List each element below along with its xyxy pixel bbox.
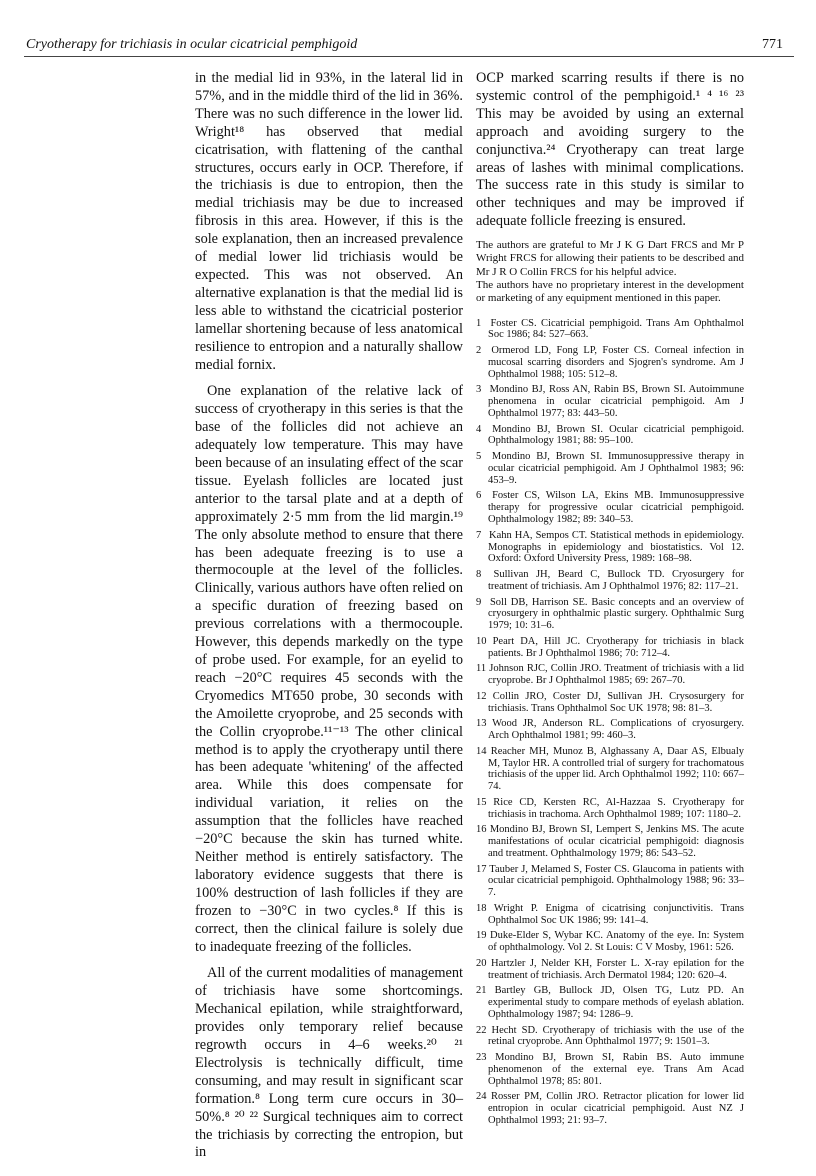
reference-number: 10: [476, 635, 487, 647]
body-paragraph: OCP marked scarring results if there is no systemic control of the pemphigoid.¹ ⁴ ¹⁶ ²³ This may be avoided by using an external approach and avoiding surgery to the conjunctiva.²⁴ Cryotherapy can treat large areas of lashes with minimal complications. The success rate in this study is similar to other techniques and may be improved if adequate follicle freezing is ensured.: [476, 70, 744, 230]
reference-text: Soll DB, Harrison SE. Basic concepts and an overview of cryosurgery in ophthalmic plastic surgery. Ophthalmic Surg 1979; 10: 31–6.: [488, 596, 745, 632]
reference-number: 5: [476, 451, 482, 463]
reference-number: 8: [476, 569, 482, 581]
body-paragraph: in the medial lid in 93%, in the lateral lid in 57%, and in the middle third of the lid in 36%. There was no such difference in the lower lid. Wright¹⁸ has observed that medial cicatrisation, with flattening of the canthal structures, occurs early in OCP. Therefore, if the trichiasis is due to entropion, then the medial trichiasis may be due to increased fibrosis in this area. However, if this is the sole explanation, then an increased prevalence of medial lower lid trichiasis would be expected. This was not observed. An alternative explanation is that the medial lid is less able to withstand the cicatricial posterior lamellar shortening because of less anatomical resilience to entropion and a naturally shallow medial fornix.: [195, 70, 463, 373]
acknowledgements: The authors are grateful to Mr J K G Dart FRCS and Mr P Wright FRCS for allowing their patients to be described and Mr J R O Collin FRCS for his helpful advice.: [476, 239, 744, 278]
reference-item: [476, 903, 744, 927]
reference-list: [476, 318, 744, 1127]
reference-item: [476, 424, 744, 448]
reference-text: Rosser PM, Collin JRO. Retractor plication for lower lid entropion in ocular cicatricial pemphigoid. Aust NZ J Ophthalmol 1993; 21: 93–7.: [488, 1091, 745, 1126]
reference-item: [476, 490, 744, 525]
reference-number: 21: [476, 985, 487, 997]
reference-text: Collin JRO, Coster DJ, Sullivan JH. Crysosurgery for trichiasis. Trans Ophthalmol Soc UK 1978; 98: 81–3.: [488, 690, 745, 714]
reference-number: 20: [476, 957, 487, 969]
reference-text: Duke-Elder S, Wybar KC. Anatomy of the eye. In: System of ophthalmology. Vol 2. St Louis: C V Mosby, 1961: 526.: [488, 930, 744, 954]
running-title: Cryotherapy for trichiasis in ocular cicatricial pemphigoid: [26, 37, 358, 52]
reference-number: 16: [476, 824, 487, 836]
reference-number: 15: [476, 796, 487, 808]
reference-number: 23: [476, 1052, 487, 1064]
reference-number: 22: [476, 1024, 487, 1036]
reference-item: [476, 864, 744, 899]
reference-number: 17: [476, 863, 487, 875]
reference-number: 19: [476, 930, 487, 942]
reference-number: 9: [476, 596, 482, 608]
reference-item: [476, 530, 744, 565]
reference-text: Rice CD, Kersten RC, Al-Hazzaa S. Cryotherapy for trichiasis in trachoma. Arch Ophthalmol 1989; 107: 1180–2.: [488, 796, 745, 820]
reference-item: [476, 746, 744, 793]
reference-text: Foster CS, Wilson LA, Ekins MB. Immunosuppressive therapy for progressive ocular cicatricial pemphigoid. Ophthalmology 1982; 89: 340–53.: [488, 490, 744, 526]
left-column: [195, 70, 463, 1162]
reference-text: Wright P. Enigma of cicatrising conjunctivitis. Trans Ophthalmol Soc UK 1986; 99: 141–4.: [488, 902, 744, 926]
reference-item: [476, 930, 744, 954]
reference-item: [476, 345, 744, 380]
reference-item: [476, 1025, 744, 1049]
reference-number: 2: [476, 345, 482, 357]
reference-text: Foster CS. Cicatricial pemphigoid. Trans Am Ophthalmol Soc 1986; 84: 527–663.: [488, 317, 745, 341]
reference-text: Reacher MH, Munoz B, Alghassany A, Daar AS, Elbualy M, Taylor HR. A controlled trial of surgery for trachomatous trichiasis of the upper lid. Arch Ophthalmol 1992; 110: 667–74.: [488, 745, 744, 793]
competing-interests: The authors have no proprietary interest in the development or marketing of any equipment mentioned in this paper.: [476, 279, 744, 305]
reference-item: [476, 318, 744, 342]
reference-item: [476, 958, 744, 982]
reference-text: Mondino BJ, Brown SI. Immunosuppressive therapy in ocular cicatricial pemphigoid. Am J Ophthalmol 1983; 96: 453–9.: [488, 451, 744, 486]
reference-number: 1: [476, 317, 482, 329]
reference-item: [476, 718, 744, 742]
reference-text: Mondino BJ, Brown SI, Lempert S, Jenkins MS. The acute manifestations of ocular cicatricial pemphigoid: diagnosis and treatment. Ophthalmology 1979; 86: 543–52.: [488, 824, 744, 859]
reference-item: [476, 691, 744, 715]
reference-item: [476, 797, 744, 821]
reference-number: 12: [476, 690, 487, 702]
reference-text: Mondino BJ, Brown SI. Ocular cicatricial pemphigoid. Ophthalmology 1981; 88: 95–100.: [488, 423, 744, 447]
reference-number: 11: [476, 663, 487, 675]
reference-text: Peart DA, Hill JC. Cryotherapy for trichiasis in black patients. Br J Ophthalmol 1986; 70: 712–4.: [488, 635, 744, 659]
reference-item: [476, 636, 744, 660]
reference-text: Ormerod LD, Fong LP, Foster CS. Corneal infection in mucosal scarring disorders and Sjogren's syndrome. Am J Ophthalmol 1988; 105: 512–8.: [488, 345, 745, 380]
reference-item: [476, 384, 744, 419]
reference-text: Tauber J, Melamed S, Foster CS. Glaucoma in patients with ocular cicatricial pemphigoid. Ophthalmology 1988; 96: 33–7.: [488, 863, 745, 899]
reference-number: 13: [476, 718, 487, 730]
reference-number: 4: [476, 423, 482, 435]
reference-number: 3: [476, 384, 482, 396]
reference-text: Hecht SD. Cryotherapy of trichiasis with the use of the retinal cryoprobe. Ann Ophthalmol 1977; 9: 1501–3.: [488, 1024, 745, 1048]
reference-text: Bartley GB, Bullock JD, Olsen TG, Lutz PD. An experimental study to compare methods of eyelash ablation. Ophthalmology 1987; 94: 1286–9.: [488, 985, 744, 1020]
reference-item: [476, 1091, 744, 1126]
reference-number: 18: [476, 902, 487, 914]
reference-item: [476, 597, 744, 632]
page-number: 771: [762, 37, 783, 52]
reference-text: Hartzler J, Nelder KH, Forster L. X-ray epilation for the treatment of trichiasis. Arch Dermatol 1984; 120: 620–4.: [488, 957, 745, 981]
reference-item: [476, 1052, 744, 1087]
reference-item: [476, 451, 744, 486]
reference-item: [476, 985, 744, 1020]
reference-item: [476, 824, 744, 859]
reference-number: 6: [476, 490, 482, 502]
reference-text: Wood JR, Anderson RL. Complications of cryosurgery. Arch Ophthalmol 1981; 99: 460–3.: [488, 718, 745, 742]
reference-text: Mondino BJ, Ross AN, Rabin BS, Brown SI. Autoimmune phenomena in ocular cicatricial pemphigoid. Am J Ophthalmol 1977; 83: 443–50.: [488, 384, 745, 419]
reference-text: Kahn HA, Sempos CT. Statistical methods in epidemiology. Monographs in epidemiology and biostatistics. Vol 12. Oxford: Oxford University Press, 1989: 168–98.: [488, 529, 744, 565]
reference-number: 24: [476, 1091, 487, 1103]
reference-number: 7: [476, 529, 482, 541]
reference-item: [476, 663, 744, 687]
right-column: [476, 70, 744, 1131]
reference-text: Mondino BJ, Brown SI, Rabin BS. Auto immune phenomenon of the external eye. Trans Am Acad Ophthalmol 1978; 85: 801.: [488, 1052, 744, 1087]
reference-text: Sullivan JH, Beard C, Bullock TD. Cryosurgery for treatment of trichiasis. Am J Ophthalmol 1976; 82: 117–21.: [488, 569, 745, 592]
body-paragraph: One explanation of the relative lack of success of cryotherapy in this series is that the base of the follicles did not achieve an adequately low temperature. This may have been because of an insulating effect of the scar tissue. Eyelash follicles are located just anterior to the tarsal plate and at a depth of approximately 2·5 mm from the lid margin.¹⁹ The only absolute method to ensure that there has been adequate freezing is to use a thermocouple at the level of the follicles. Clinically, various authors have often relied on a specific duration of freezing based on previous correlations with a thermocouple. However, this depends markedly on the type of probe used. For example, for an eyelid to reach −20°C requires 45 seconds with the Cryomedics MT650 probe, 30 seconds with the Amoilette cryoprobe, and 25 seconds with the Collin cryoprobe.¹¹⁻¹³ The other clinical method is to apply the cryotherapy until there has been adequate 'whitening' of the affected area. While this does compensate for individual variation, it relies on the assumption that the follicles have reached −20°C because the skin has turned white. Neither method is entirely satisfactory. The laboratory evidence suggests that there is 100% destruction of lash follicles if they are frozen to −30°C in two cycles.⁸ If this is correct, then the clinical failure is solely due to inadequate freezing of the follicles.: [195, 383, 463, 955]
reference-item: [476, 569, 744, 593]
reference-number: 14: [476, 745, 487, 757]
body-paragraph: All of the current modalities of management of trichiasis have some shortcomings. Mechanical epilation, while straightforward, provides only temporary relief because regrowth occurs in 4–6 weeks.²⁰ ²¹ Electrolysis is technically difficult, time consuming, and may result in significant scar formation.⁸ Long term cure occurs in 30–50%.⁸ ²⁰ ²² Surgical techniques aim to correct the trichiasis by correcting the entropion, but in: [195, 965, 463, 1161]
header-rule: [24, 56, 794, 57]
reference-text: Johnson RJC, Collin JRO. Treatment of trichiasis with a lid cryoprobe. Br J Ophthalmol 1985; 69: 267–70.: [488, 663, 744, 687]
